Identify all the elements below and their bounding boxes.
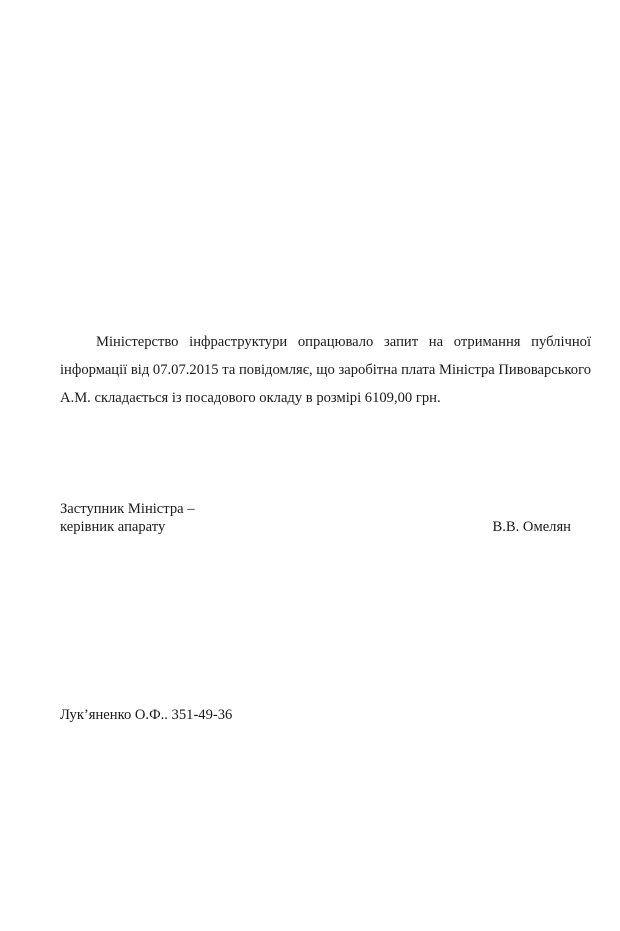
- executor-contact: Лук’яненко О.Ф.. 351-49-36: [60, 707, 233, 723]
- letter-body-paragraph: Міністерство інфраструктури опрацювало запит на отримання публічної інформації від 07.07.2015 та повідомляє, що заробітна плата Міністра Пивоварського А.М. складається із посадового окладу в розмірі 6109,00 грн.: [60, 334, 591, 406]
- signatory-name: В.В. Омелян: [492, 519, 571, 535]
- signatory-title-line-2: керівник апарату: [60, 519, 166, 535]
- signatory-title-line-1: Заступник Міністра –: [60, 501, 195, 517]
